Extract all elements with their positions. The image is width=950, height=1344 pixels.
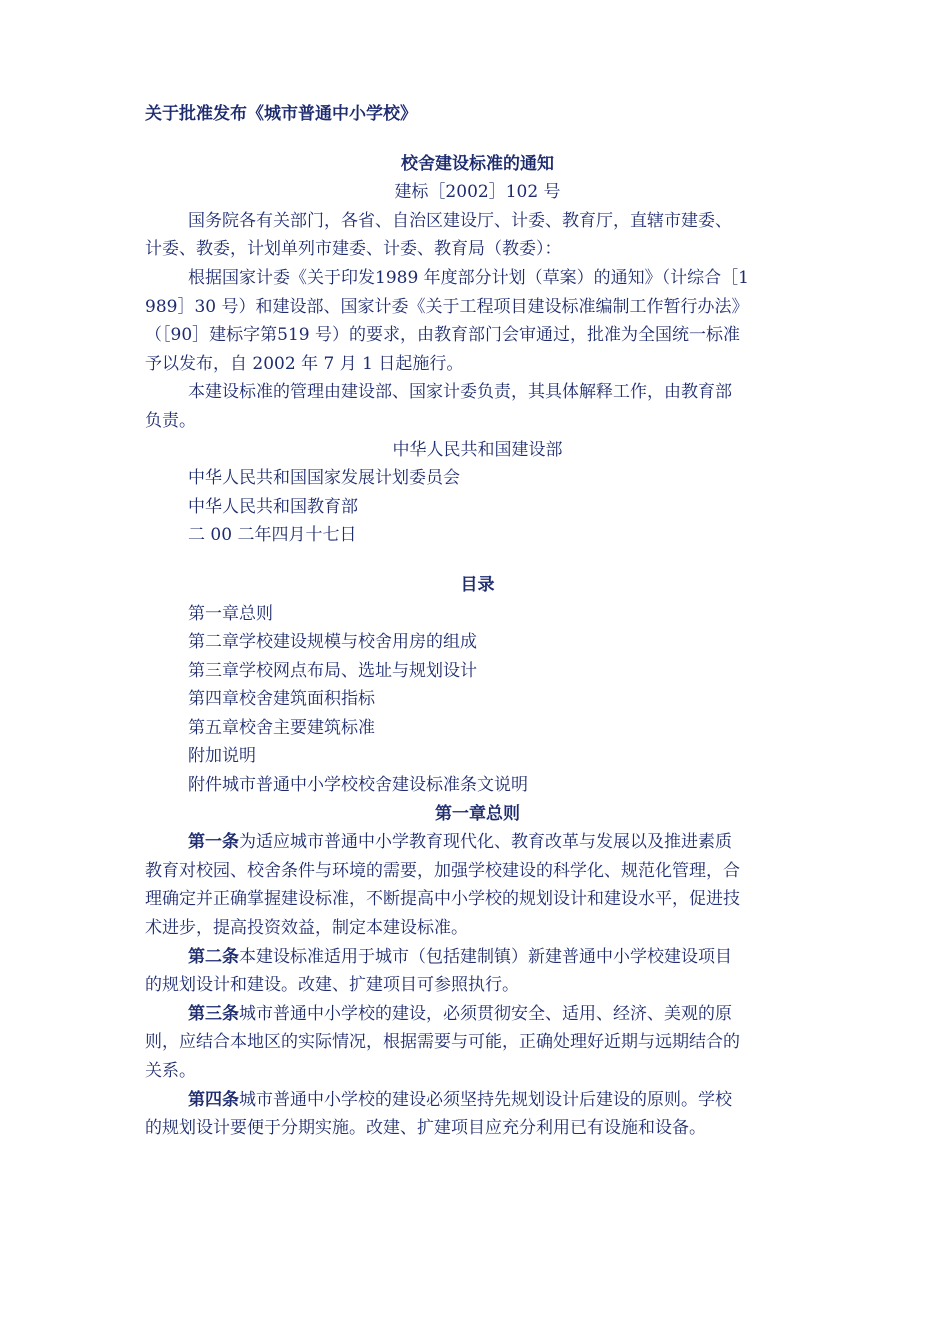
toc-item: 第二章学校建设规模与校舍用房的组成 [188,632,477,653]
article-3-line: 关系。 [145,1061,196,1081]
article-text: 城市普通中小学校的建设，必须贯彻安全、适用、经济、美观的原 [239,1003,732,1024]
spacer [145,550,810,571]
paragraph2-line-1: 本建设标准的管理由建设部、国家计委负责，其具体解释工作，由教育部 [188,382,732,403]
article-label: 第一条 [188,832,239,853]
article-4-first-line [145,1086,810,1115]
article-label: 第四条 [188,1089,239,1110]
signatory-ministry-construction: 中华人民共和国建设部 [392,439,563,460]
signatory-ministry-education: 中华人民共和国教育部 [188,496,358,517]
chapter1-heading: 第一章总则 [435,803,520,824]
paragraph1-line-4: 予以发布，自 2002 年 7 月 1 日起施行。 [145,353,464,374]
toc-heading: 目录 [460,574,495,595]
article-text: 为适应城市普通中小学教育现代化、教育改革与发展以及推进素质 [239,832,732,853]
article-2-line: 的规划设计和建设。改建、扩建项目可参照执行。 [145,975,519,996]
notice-title-line2: 校舍建设标准的通知 [401,153,554,174]
paragraph1-line-3: （［90］建标字第519 号）的要求，由教育部门会审通过，批准为全国统一标准 [145,325,740,346]
document-number: 建标［2002］102 号 [394,182,561,203]
article-label: 第二条 [188,946,239,967]
toc-item: 第五章校舍主要建筑标准 [188,717,375,738]
toc-item: 第三章学校网点布局、选址与规划设计 [188,660,477,681]
article-3-first-line [145,1000,810,1029]
addressee-line-1: 国务院各有关部门，各省、自治区建设厅、计委、教育厅，直辖市建委、 [188,210,732,231]
article-4-line: 的规划设计要便于分期实施。改建、扩建项目应充分利用已有设施和设备。 [145,1118,706,1139]
paragraph2-line-2: 负责。 [145,410,196,431]
paragraph1-line-1: 根据国家计委《关于印发1989 年度部分计划（草案）的通知》（计综合［1 [188,267,749,288]
article-text: 城市普通中小学校的建设必须坚持先规划设计后建设的原则。学校 [239,1089,732,1110]
article-label: 第三条 [188,1003,239,1024]
toc-item: 附件城市普通中小学校校舍建设标准条文说明 [188,775,528,796]
article-1-line: 理确定并正确掌握建设标准，不断提高中小学校的规划设计和建设水平，促进技 [145,889,740,910]
spacer [145,129,810,150]
signature-date: 二 00 二年四月十七日 [188,525,357,546]
article-1-line: 教育对校园、校舍条件与环境的需要，加强学校建设的科学化、规范化管理，合 [145,860,740,881]
addressee-line-2: 计委、教委，计划单列市建委、计委、教育局（教委）： [145,239,562,260]
paragraph1-line-2: 989］30 号）和建设部、国家计委《关于工程项目建设标准编制工作暂行办法》 [145,296,749,317]
article-3-line: 则，应结合本地区的实际情况，根据需要与可能，正确处理好近期与远期结合的 [145,1032,740,1053]
toc-item: 附加说明 [188,746,256,767]
article-1-first-line [145,828,810,857]
toc-item: 第一章总则 [188,603,273,624]
article-text: 本建设标准适用于城市（包括建制镇）新建普通中小学校建设项目 [239,946,732,967]
document-page [145,100,810,1143]
notice-title-line1: 关于批准发布《城市普通中小学校》 [145,104,417,124]
article-1-line: 术进步，提高投资效益，制定本建设标准。 [145,918,468,939]
toc-item: 第四章校舍建筑面积指标 [188,689,375,710]
article-2-first-line [145,943,810,972]
signatory-planning-commission: 中华人民共和国国家发展计划委员会 [188,468,460,489]
